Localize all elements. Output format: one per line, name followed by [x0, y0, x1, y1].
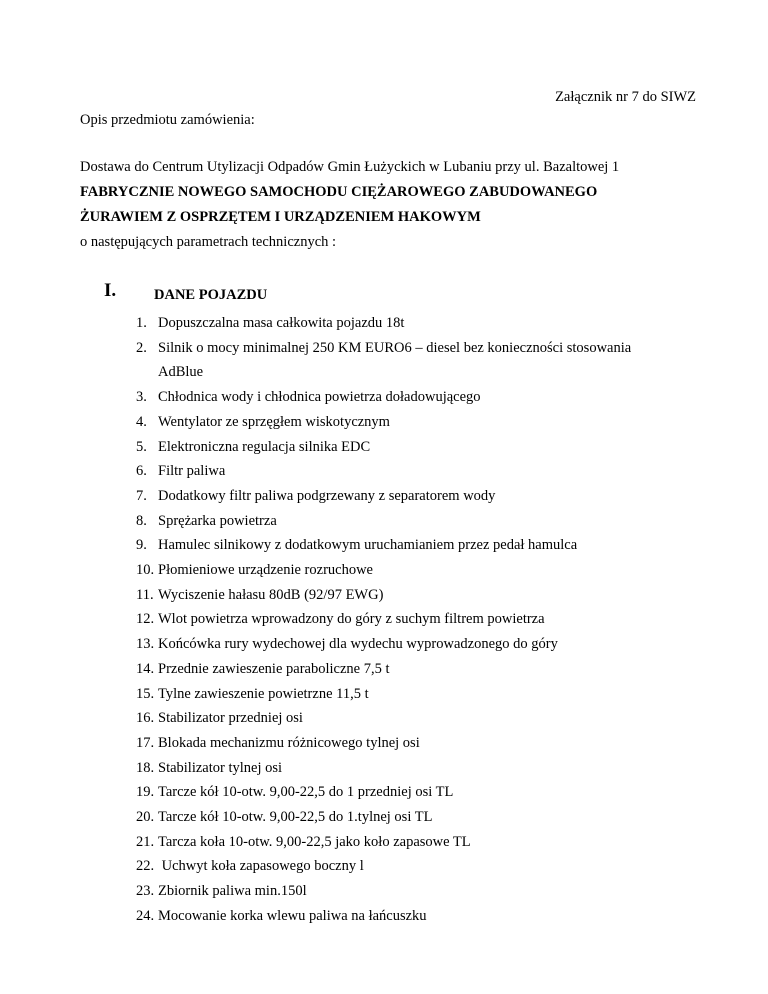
list-item	[136, 413, 390, 431]
list-item	[136, 685, 369, 703]
document-title-line-1: FABRYCZNIE NOWEGO SAMOCHODU CIĘŻAROWEGO ZABUDOWANEGO	[80, 184, 598, 200]
list-item-text: Mocowanie korka wlewu paliwa na łańcuszku	[158, 907, 427, 924]
list-item-text: Końcówka rury wydechowej dla wydechu wyprowadzonego do góry	[158, 636, 558, 653]
list-item-number: 17.	[136, 734, 155, 751]
list-item-number: 24.	[136, 907, 155, 924]
list-item	[136, 339, 631, 357]
list-item-number: 6.	[136, 463, 147, 480]
list-item	[136, 759, 282, 777]
list-item-number: 1.	[136, 315, 147, 331]
list-item-number: 14.	[136, 660, 155, 677]
list-item-continuation: AdBlue	[158, 364, 204, 381]
list-item	[136, 462, 225, 480]
list-item-number: 22.	[136, 858, 155, 875]
list-item-text: Uchwyt koła zapasowego boczny l	[158, 858, 364, 875]
list-item-number: 3.	[136, 389, 147, 406]
list-item-text: Elektroniczna regulacja silnika EDC	[158, 438, 371, 455]
list-item-number: 18.	[136, 759, 155, 776]
list-item-number: 16.	[136, 710, 155, 727]
list-item	[136, 833, 471, 851]
parameters-intro: o następujących parametrach technicznych :	[80, 234, 337, 250]
list-item-text: Silnik o mocy minimalnej 250 KM EURO6 – diesel bez konieczności stosowania	[158, 339, 632, 356]
list-item	[136, 783, 453, 801]
list-item	[136, 907, 427, 925]
delivery-line: Dostawa do Centrum Utylizacji Odpadów Gmin Łużyckich w Lubaniu przy ul. Bazaltowej 1	[80, 159, 620, 175]
list-item-number: 9.	[136, 537, 147, 554]
list-item	[136, 487, 495, 505]
list-item-number: 10.	[136, 562, 155, 578]
list-item	[136, 660, 389, 678]
list-item-number: 23.	[136, 883, 155, 900]
list-item-text: Blokada mechanizmu różnicowego tylnej osi	[158, 734, 420, 751]
list-item	[136, 635, 558, 653]
section-title: DANE POJAZDU	[154, 287, 268, 303]
list-item	[136, 586, 383, 604]
annex-label: Załącznik nr 7 do SIWZ	[555, 89, 696, 105]
list-item-number: 21.	[136, 833, 155, 850]
list-item-number: 11.	[136, 586, 154, 603]
section-number: I.	[104, 280, 117, 301]
list-item-text: Wlot powietrza wprowadzony do góry z suchym filtrem powietrza	[158, 611, 545, 628]
list-item-text: Hamulec silnikowy z dodatkowym uruchamianiem przez pedał hamulca	[158, 537, 578, 554]
list-item-number: 2.	[136, 339, 147, 356]
list-item	[136, 561, 373, 579]
list-item	[136, 882, 307, 900]
list-item-text: Tarcze kół 10-otw. 9,00-22,5 do 1.tylnej osi TL	[158, 809, 433, 825]
list-item-text: Zbiornik paliwa min.150l	[158, 883, 307, 900]
list-item-text: Tylne zawieszenie powietrzne 11,5 t	[158, 685, 369, 702]
list-item	[136, 536, 577, 554]
list-item	[136, 709, 303, 727]
list-item-number: 4.	[136, 413, 147, 430]
list-item-text: Dodatkowy filtr paliwa podgrzewany z separatorem wody	[158, 487, 496, 504]
subject-label: Opis przedmiotu zamówienia:	[80, 112, 255, 128]
list-item	[136, 438, 370, 456]
list-item	[136, 512, 277, 530]
list-item	[136, 857, 364, 875]
list-item	[136, 610, 545, 628]
list-item-number: 7.	[136, 487, 147, 504]
list-item-number: 8.	[136, 512, 147, 529]
list-item-text: Stabilizator przedniej osi	[158, 710, 303, 727]
list-item-text: Płomieniowe urządzenie rozruchowe	[158, 562, 373, 578]
list-item	[136, 388, 481, 406]
list-item	[136, 808, 432, 826]
list-item-text: Sprężarka powietrza	[158, 512, 277, 529]
list-item-number: 15.	[136, 685, 155, 702]
list-item-text: Wyciszenie hałasu 80dB (92/97 EWG)	[158, 586, 384, 603]
list-item-text: Filtr paliwa	[158, 463, 226, 480]
list-item-text: Tarcza koła 10-otw. 9,00-22,5 jako koło zapasowe TL	[158, 833, 471, 850]
list-item-text: Dopuszczalna masa całkowita pojazdu 18t	[158, 315, 405, 331]
list-item-number: 19.	[136, 784, 155, 801]
list-item-number: 5.	[136, 438, 147, 455]
list-item	[136, 734, 420, 752]
list-item-text: Chłodnica wody i chłodnica powietrza doładowującego	[158, 389, 481, 406]
list-item	[136, 314, 404, 332]
list-item-number: 20.	[136, 809, 155, 825]
list-item-text: Wentylator ze sprzęgłem wiskotycznym	[158, 413, 390, 430]
list-item-text: Tarcze kół 10-otw. 9,00-22,5 do 1 przedniej osi TL	[158, 784, 454, 801]
list-item-number: 12.	[136, 611, 155, 628]
list-item-text: Przednie zawieszenie paraboliczne 7,5 t	[158, 660, 390, 677]
document-title-line-2: ŻURAWIEM Z OSPRZĘTEM I URZĄDZENIEM HAKOWYM	[80, 209, 481, 225]
list-item-number: 13.	[136, 636, 155, 653]
list-item-text: Stabilizator tylnej osi	[158, 759, 283, 776]
